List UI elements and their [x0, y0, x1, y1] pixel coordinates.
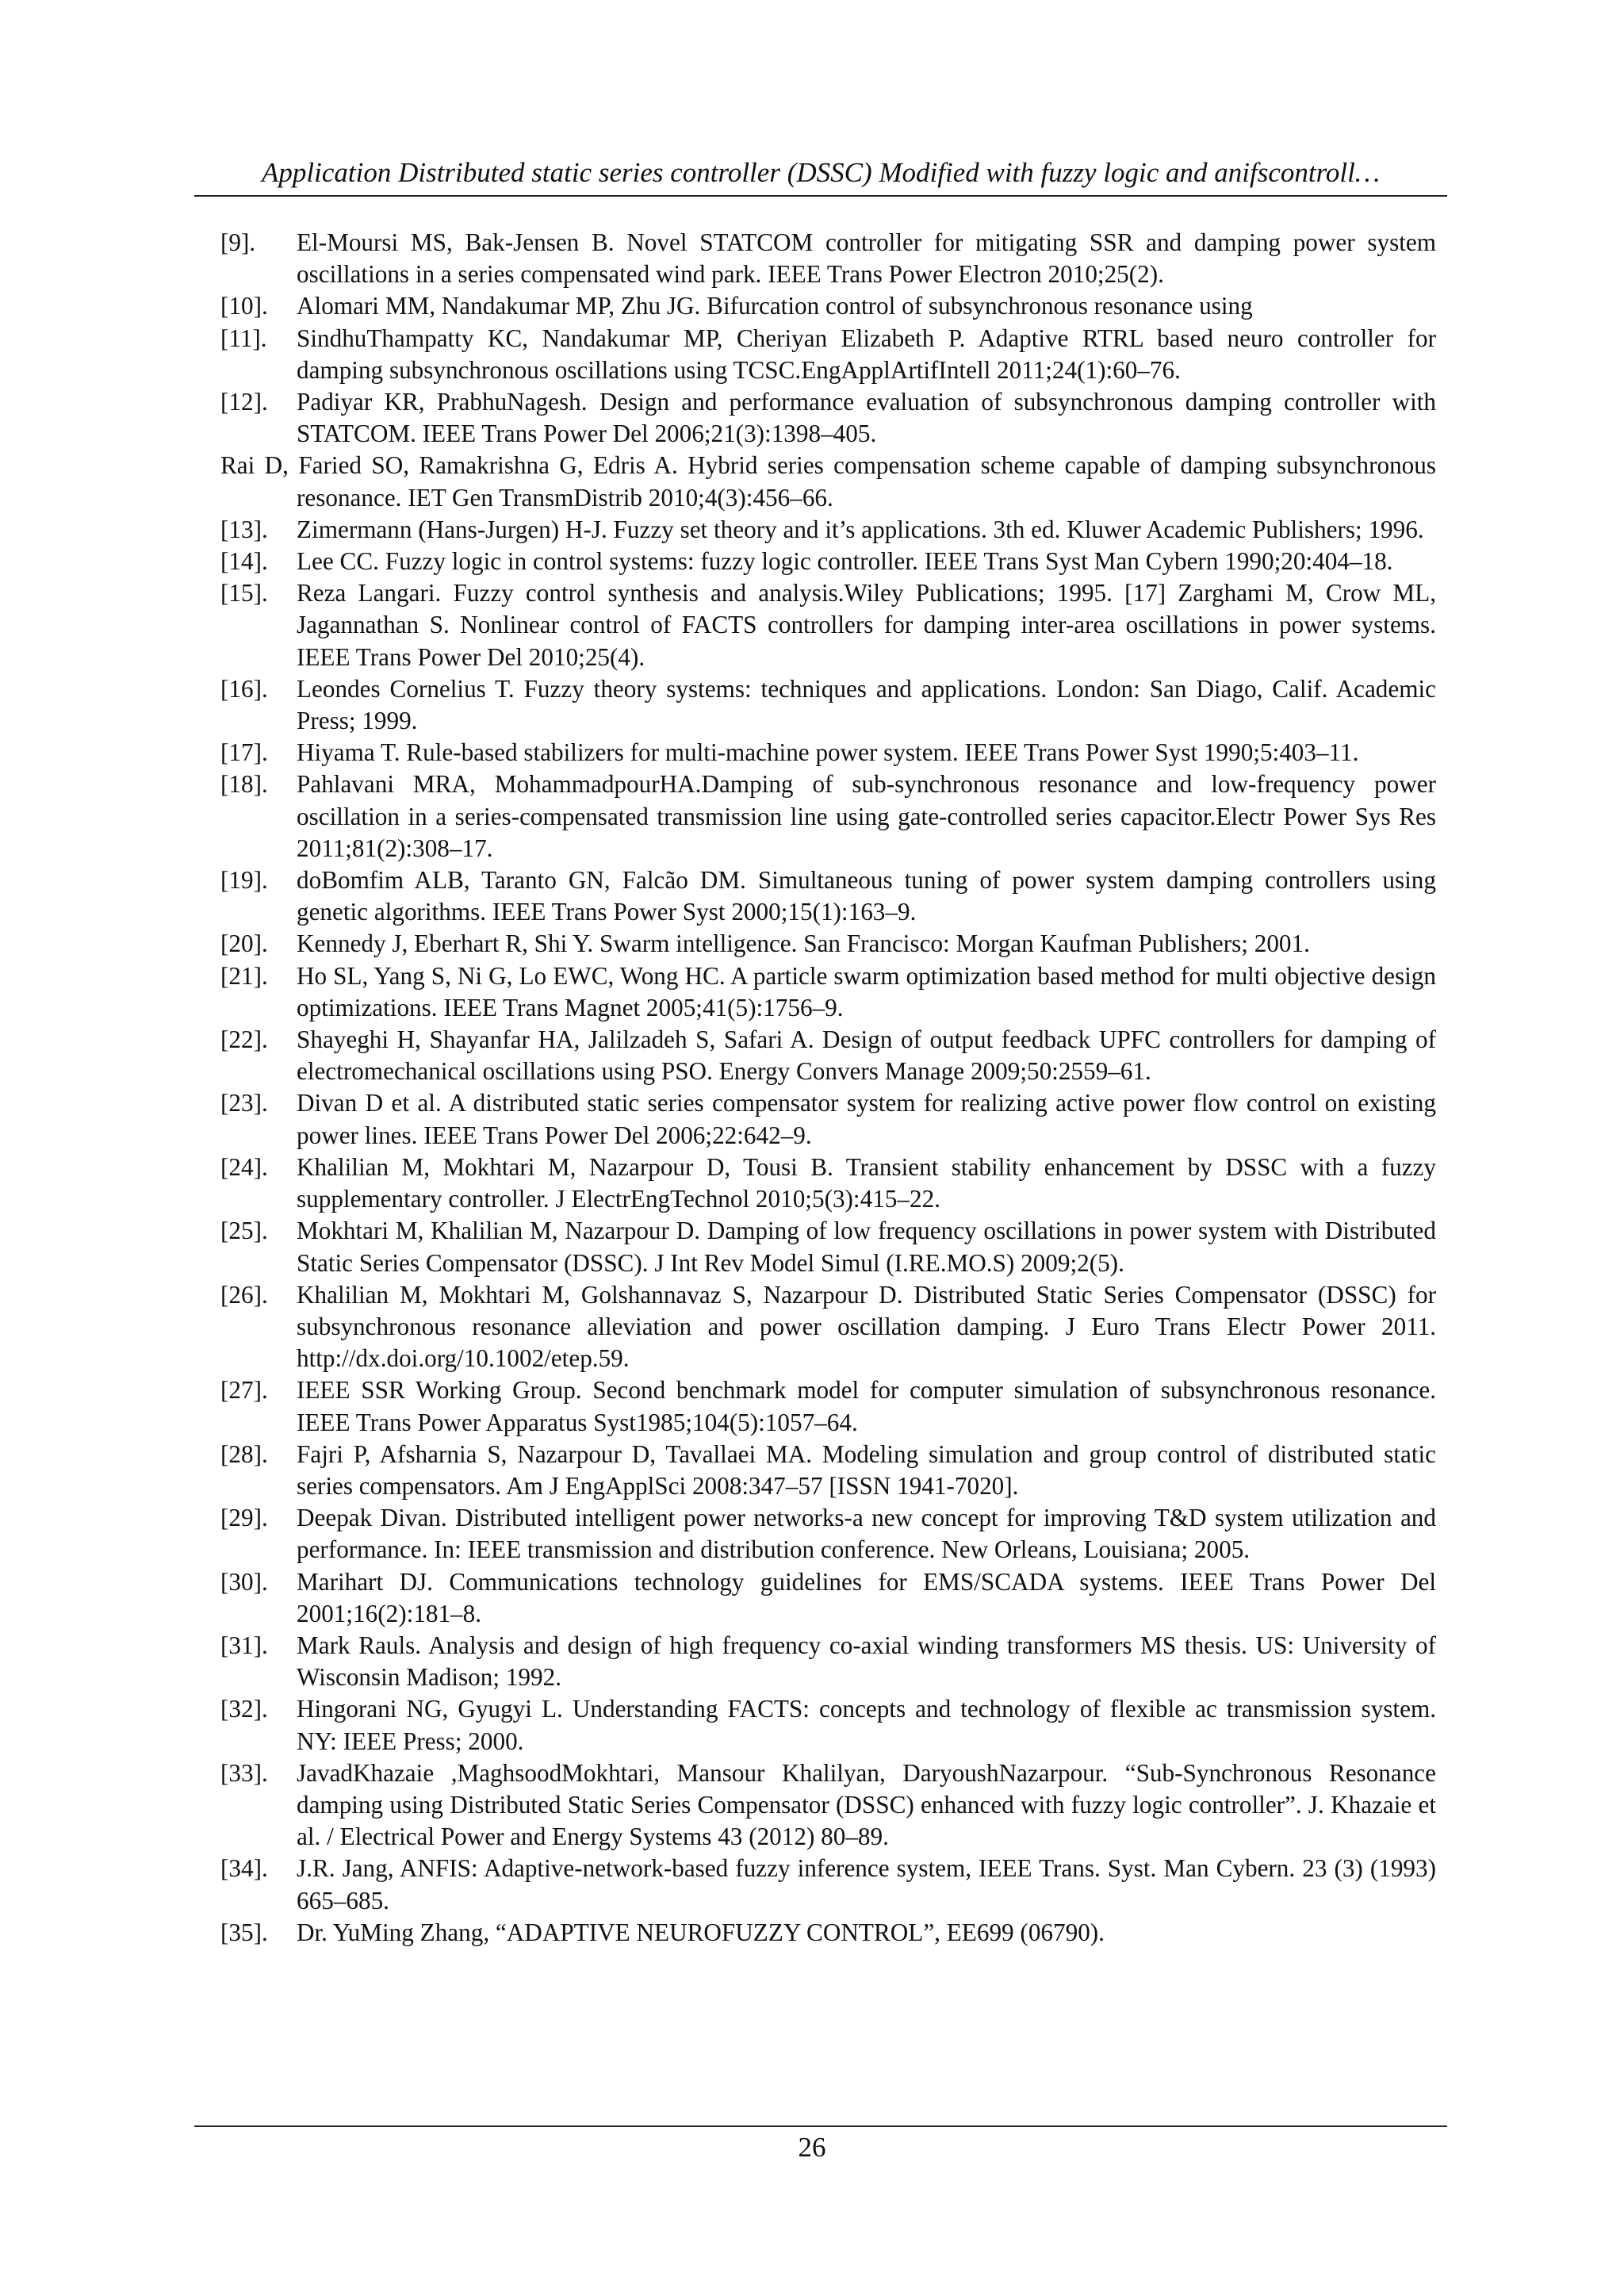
reference-list	[220, 227, 1436, 1949]
reference-text: Zimermann (Hans-Jurgen) H-J. Fuzzy set theory and it’s applications. 3th ed. Kluwer Academic Publishers; 1996.	[297, 515, 1424, 543]
reference-number: [32].	[220, 1695, 268, 1723]
reference-text: Reza Langari. Fuzzy control synthesis and analysis.Wiley Publications; 1995. [17] Zarghami M, Crow ML, Jagannathan S. Nonlinear control of FACTS controllers for damping inter-area oscillations in power systems. IEEE Trans Power Del 2010;25(4).	[297, 579, 1436, 671]
reference-number: [31].	[220, 1631, 268, 1659]
reference-item	[220, 1439, 1436, 1502]
reference-item	[220, 577, 1436, 673]
reference-text: Leondes Cornelius T. Fuzzy theory systems: techniques and applications. London: San Diago, Calif. Academic Press; 1999.	[297, 674, 1436, 735]
reference-text: Khalilian M, Mokhtari M, Golshannavaz S, Nazarpour D. Distributed Static Series Compensator (DSSC) for subsynchronous resonance alleviation and power oscillation damping. J Euro Trans Electr Power 2011. http://dx.doi.org/10.1002/etep.59.	[297, 1280, 1436, 1373]
footer-divider	[194, 2125, 1447, 2127]
reference-item	[220, 290, 1436, 322]
reference-item	[220, 386, 1436, 450]
reference-item	[220, 1917, 1436, 1949]
running-header	[194, 151, 1447, 197]
reference-number: [20].	[220, 930, 268, 958]
reference-text: IEEE SSR Working Group. Second benchmark model for computer simulation of subsynchronous resonance. IEEE Trans Power Apparatus Syst1985;104(5):1057–64.	[297, 1376, 1436, 1436]
reference-number: [22].	[220, 1025, 268, 1054]
reference-number: [11].	[220, 324, 267, 352]
reference-number: [16].	[220, 674, 268, 703]
reference-text: Marihart DJ. Communications technology guidelines for EMS/SCADA systems. IEEE Trans Power Del 2001;16(2):181–8.	[297, 1567, 1436, 1627]
reference-item	[220, 1757, 1436, 1853]
reference-item	[220, 1853, 1436, 1916]
reference-item	[220, 323, 1436, 386]
reference-number: [28].	[220, 1439, 268, 1468]
reference-text: Lee CC. Fuzzy logic in control systems: fuzzy logic controller. IEEE Trans Syst Man Cybern 1990;20:404–18.	[297, 547, 1393, 576]
reference-item	[220, 546, 1436, 577]
reference-item	[220, 1502, 1436, 1566]
reference-number: [25].	[220, 1217, 268, 1245]
reference-item	[220, 1566, 1436, 1630]
reference-text: Kennedy J, Eberhart R, Shi Y. Swarm intelligence. San Francisco: Morgan Kaufman Publishers; 2001.	[297, 930, 1310, 958]
reference-number: [15].	[220, 579, 268, 608]
reference-number: [12].	[220, 388, 268, 416]
reference-number: [18].	[220, 770, 268, 799]
reference-item	[220, 227, 1436, 290]
reference-number: [35].	[220, 1918, 268, 1946]
reference-number: [27].	[220, 1376, 268, 1405]
reference-text: Divan D et al. A distributed static series compensator system for realizing active power flow control on existing power lines. IEEE Trans Power Del 2006;22:642–9.	[297, 1089, 1436, 1149]
page-number: 26	[798, 2132, 826, 2163]
reference-item	[220, 1374, 1436, 1438]
reference-item	[220, 864, 1436, 928]
reference-item-unnumbered: Rai D, Faried SO, Ramakrishna G, Edris A. Hybrid series compensation scheme capable of damping subsynchronous resonance. IET Gen TransmDistrib 2010;4(3):456–66.	[220, 451, 1436, 512]
reference-text: Hiyama T. Rule-based stabilizers for multi-machine power system. IEEE Trans Power Syst 1990;5:403–11.	[297, 738, 1359, 767]
reference-item	[220, 1693, 1436, 1757]
reference-item	[220, 960, 1436, 1024]
reference-number: [24].	[220, 1152, 268, 1181]
reference-number: [14].	[220, 547, 268, 576]
reference-number: [26].	[220, 1280, 268, 1309]
reference-item	[220, 1152, 1436, 1215]
reference-text: Deepak Divan. Distributed intelligent power networks-a new concept for improving T&D system utilization and performance. In: IEEE transmission and distribution conference. New Orleans, Louisiana; 2005.	[297, 1504, 1436, 1564]
reference-text: doBomfim ALB, Taranto GN, Falcão DM. Simultaneous tuning of power system damping controllers using genetic algorithms. IEEE Trans Power Syst 2000;15(1):163–9.	[297, 866, 1436, 926]
reference-number: [9].	[220, 228, 256, 256]
reference-number: [29].	[220, 1504, 268, 1532]
reference-number: [13].	[220, 515, 268, 543]
reference-item	[220, 737, 1436, 769]
reference-text: Khalilian M, Mokhtari M, Nazarpour D, Tousi B. Transient stability enhancement by DSSC with a fuzzy supplementary controller. J ElectrEngTechnol 2010;5(3):415–22.	[297, 1152, 1436, 1213]
reference-text: Shayeghi H, Shayanfar HA, Jalilzadeh S, Safari A. Design of output feedback UPFC controllers for damping of electromechanical oscillations using PSO. Energy Convers Manage 2009;50:2559–61.	[297, 1025, 1436, 1086]
reference-text: Alomari MM, Nandakumar MP, Zhu JG. Bifurcation control of subsynchronous resonance using	[297, 292, 1253, 320]
reference-number: [21].	[220, 961, 268, 990]
reference-number: [33].	[220, 1758, 268, 1787]
reference-text: Hingorani NG, Gyugyi L. Understanding FACTS: concepts and technology of flexible ac transmission system. NY: IEEE Press; 2000.	[297, 1695, 1436, 1755]
reference-item	[220, 769, 1436, 864]
reference-item	[220, 514, 1436, 546]
reference-text: El-Moursi MS, Bak-Jensen B. Novel STATCOM controller for mitigating SSR and damping power system oscillations in a series compensated wind park. IEEE Trans Power Electron 2010;25(2).	[297, 228, 1436, 289]
reference-text: JavadKhazaie ,MaghsoodMokhtari, Mansour Khalilyan, DaryoushNazarpour. “Sub-Synchronous Resonance damping using Distributed Static Series Compensator (DSSC) enhanced with fuzzy logic controller”. J. Khazaie et al. / Electrical Power and Energy Systems 43 (2012) 80–89.	[297, 1758, 1436, 1851]
reference-item	[220, 1279, 1436, 1375]
reference-text: Mark Rauls. Analysis and design of high frequency co-axial winding transformers MS thesis. US: University of Wisconsin Madison; 1992.	[297, 1631, 1436, 1692]
reference-text: Padiyar KR, PrabhuNagesh. Design and performance evaluation of subsynchronous damping controller with STATCOM. IEEE Trans Power Del 2006;21(3):1398–405.	[297, 388, 1436, 448]
reference-number: [19].	[220, 866, 268, 895]
reference-text: Dr. YuMing Zhang, “ADAPTIVE NEUROFUZZY CONTROL”, EE699 (06790).	[297, 1918, 1105, 1946]
reference-item	[220, 1024, 1436, 1087]
reference-number: [34].	[220, 1854, 268, 1883]
reference-item	[220, 1215, 1436, 1278]
reference-item	[220, 673, 1436, 737]
reference-text: Pahlavani MRA, MohammadpourHA.Damping of sub-synchronous resonance and low-frequency power oscillation in a series-compensated transmission line using gate-controlled series capacitor.Electr Power Sys Res 2011;81(2):308–17.	[297, 770, 1436, 862]
reference-item	[220, 928, 1436, 960]
running-title: Application Distributed static series controller (DSSC) Modified with fuzzy logic and anifscontroll…	[262, 157, 1380, 188]
reference-text: Ho SL, Yang S, Ni G, Lo EWC, Wong HC. A particle swarm optimization based method for multi objective design optimizations. IEEE Trans Magnet 2005;41(5):1756–9.	[297, 961, 1436, 1022]
reference-number: [30].	[220, 1567, 268, 1596]
reference-number: [10].	[220, 292, 268, 320]
reference-text: J.R. Jang, ANFIS: Adaptive-network-based fuzzy inference system, IEEE Trans. Syst. Man Cybern. 23 (3) (1993) 665–685.	[297, 1854, 1436, 1915]
reference-text: SindhuThampatty KC, Nandakumar MP, Cheriyan Elizabeth P. Adaptive RTRL based neuro controller for damping subsynchronous oscillations using TCSC.EngApplArtifIntell 2011;24(1):60–76.	[297, 324, 1436, 384]
reference-number: [23].	[220, 1089, 268, 1117]
reference-item	[220, 1630, 1436, 1693]
reference-text: Fajri P, Afsharnia S, Nazarpour D, Tavallaei MA. Modeling simulation and group control of distributed static series compensators. Am J EngApplSci 2008:347–57 [ISSN 1941-7020].	[297, 1439, 1436, 1500]
reference-item	[220, 1087, 1436, 1151]
reference-number: [17].	[220, 738, 268, 767]
reference-text: Mokhtari M, Khalilian M, Nazarpour D. Damping of low frequency oscillations in power system with Distributed Static Series Compensator (DSSC). J Int Rev Model Simul (I.RE.MO.S) 2009;2(5).	[297, 1217, 1436, 1277]
